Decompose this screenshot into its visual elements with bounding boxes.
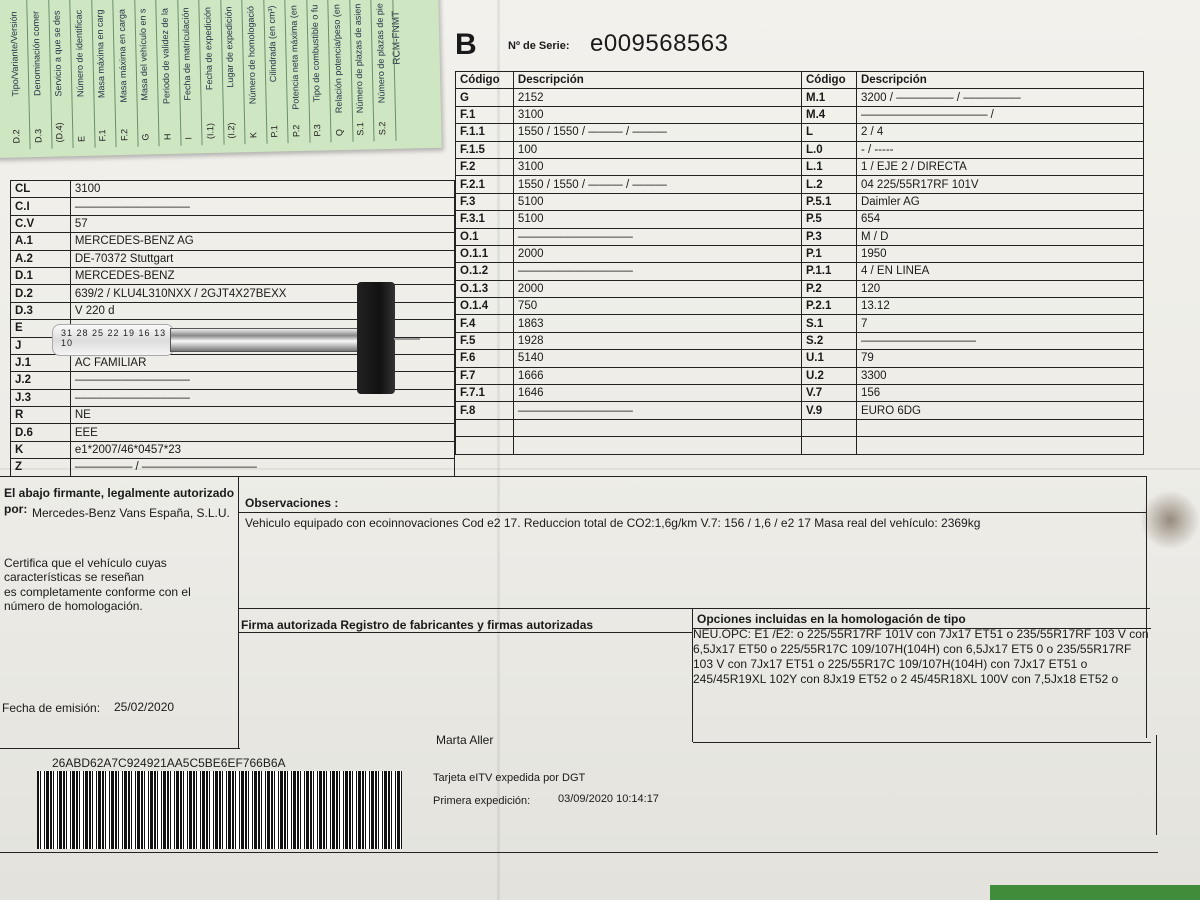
field-value: 2000 — [513, 245, 801, 262]
divider — [238, 632, 693, 633]
gauge-barrel — [52, 324, 174, 356]
field-value: ————— / —————————— — [70, 459, 454, 476]
section-letter: B — [455, 28, 477, 61]
green-card-label: Masa máxima en carg — [94, 9, 107, 99]
field-code — [456, 437, 514, 454]
green-card-label: Cilindrada (en cm³) — [266, 5, 279, 83]
table-row — [456, 124, 802, 141]
barcode — [37, 771, 402, 849]
certification-line: Certifica que el vehículo cuyas — [4, 556, 167, 570]
field-code: F.2.1 — [456, 176, 514, 193]
table-row — [456, 176, 802, 193]
table-row — [11, 233, 455, 250]
field-code: P.5.1 — [802, 193, 857, 210]
table-row — [11, 441, 455, 458]
field-value: 2152 — [513, 89, 801, 106]
table-row — [802, 332, 1144, 349]
field-value: 1550 / 1550 / ——— / ——— — [513, 176, 801, 193]
field-value: - / ----- — [856, 141, 1143, 158]
certification-line: características se reseñan — [4, 570, 145, 584]
por-label: por: — [4, 502, 28, 516]
field-value: 79 — [856, 350, 1143, 367]
field-value: MERCEDES-BENZ AG — [70, 233, 454, 250]
green-card-label: Número de plazas de pie — [373, 3, 387, 104]
table-row — [11, 198, 455, 215]
field-value: 1863 — [513, 315, 801, 332]
gauge-pin — [394, 338, 420, 340]
green-card-column — [370, 0, 396, 141]
green-card-label: Tipo de combustible o fu — [309, 4, 322, 103]
green-card-label: Número de homologació — [244, 5, 258, 105]
field-value: —————————— — [513, 228, 801, 245]
fecha-value: 25/02/2020 — [114, 700, 175, 714]
field-value: 654 — [856, 211, 1143, 228]
field-code: J.3 — [11, 389, 71, 406]
green-card-code: (I.2) — [226, 122, 237, 139]
table-row — [11, 250, 455, 267]
primera-value: 03/09/2020 10:14:17 — [558, 793, 659, 805]
field-code: CL — [11, 181, 71, 198]
green-card-label: Masa del vehículo en s — [137, 8, 150, 101]
table-row — [802, 89, 1144, 106]
field-code — [802, 419, 857, 436]
divider — [1156, 735, 1157, 835]
field-value: —————————— — [513, 402, 801, 419]
field-value: 57 — [70, 215, 454, 232]
field-code: D.2 — [11, 285, 71, 302]
field-code: V.9 — [802, 402, 857, 419]
table-row — [802, 211, 1144, 228]
field-code: J — [11, 337, 71, 354]
field-code: D.3 — [11, 302, 71, 319]
field-value — [856, 437, 1143, 454]
field-code: G — [456, 89, 514, 106]
field-value: 2000 — [513, 280, 801, 297]
opciones-line: 6,5Jx17 ET50 o 225/55R17C 109/107H(104H) con 6,5Jx17 ET5 0 o 235/55R17RF — [693, 642, 1132, 656]
field-value: 13.12 — [856, 298, 1143, 315]
field-value: 3100 — [513, 106, 801, 123]
table-row — [802, 263, 1144, 280]
table-row — [802, 280, 1144, 297]
field-code: F.2 — [456, 158, 514, 175]
field-value: 1646 — [513, 385, 801, 402]
field-value: AC FAMILIAR — [70, 354, 454, 371]
divider — [0, 748, 240, 749]
col-header-codigo: Código — [802, 72, 857, 89]
field-value: 7 — [856, 315, 1143, 332]
field-code: S.2 — [802, 332, 857, 349]
field-value: —————————— — [513, 263, 801, 280]
col-header-codigo: Código — [456, 72, 514, 89]
field-code: O.1.2 — [456, 263, 514, 280]
table-row — [802, 437, 1144, 454]
divider — [238, 512, 1146, 513]
table-row — [802, 419, 1144, 436]
signer-title: El abajo firmante, legalmente autorizado — [4, 486, 235, 500]
field-value: 100 — [513, 141, 801, 158]
table-row — [802, 228, 1144, 245]
field-code: F.7 — [456, 367, 514, 384]
field-value: —————————— — [70, 389, 454, 406]
field-code: O.1.4 — [456, 298, 514, 315]
field-code: F.3 — [456, 193, 514, 210]
green-card — [0, 0, 442, 158]
field-code: F.4 — [456, 315, 514, 332]
firma-title: Firma autorizada Registro de fabricantes y firmas autorizadas — [241, 618, 594, 632]
field-code: M.1 — [802, 89, 857, 106]
certification-line: número de homologación. — [4, 599, 143, 613]
field-value: 5100 — [513, 193, 801, 210]
table-row — [456, 141, 802, 158]
green-card-label: Lugar de expedición — [223, 6, 236, 88]
table-row — [456, 402, 802, 419]
serie-label: Nº de Serie: — [508, 40, 570, 52]
field-code: L.1 — [802, 158, 857, 175]
table-row — [11, 181, 455, 198]
field-value: 5140 — [513, 350, 801, 367]
table-row — [11, 407, 455, 424]
table-row — [456, 228, 802, 245]
table-row — [802, 298, 1144, 315]
field-value: 1928 — [513, 332, 801, 349]
observaciones-text: Vehiculo equipado con ecoinnovaciones Cod e2 17. Reduccion total de CO2:1,6g/km V.7: 156 / 1,6 / e2 17 Masa real del vehículo: 2369kg — [245, 516, 981, 530]
col-header-descripcion: Descripción — [513, 72, 801, 89]
green-card-label: Número de identificac — [72, 9, 85, 98]
table-row — [802, 385, 1144, 402]
table-row — [456, 211, 802, 228]
field-code: P.5 — [802, 211, 857, 228]
field-code: O.1.3 — [456, 280, 514, 297]
field-code: F.3.1 — [456, 211, 514, 228]
table-row — [456, 332, 802, 349]
green-card-label: Masa máxima en carga — [115, 8, 129, 103]
green-card-code: G — [140, 133, 151, 141]
field-value: 5100 — [513, 211, 801, 228]
field-code: F.1.5 — [456, 141, 514, 158]
table-row — [456, 298, 802, 315]
field-code: D.1 — [11, 267, 71, 284]
green-card-label: Denominación comer — [29, 10, 42, 97]
green-card-code: F.1 — [97, 129, 108, 142]
field-value: 3300 — [856, 367, 1143, 384]
green-card-code: S.1 — [355, 122, 366, 136]
field-value: MERCEDES-BENZ — [70, 267, 454, 284]
table-row — [456, 437, 802, 454]
green-card-label: Fecha de matriculación — [180, 7, 193, 101]
serie-value: e009568563 — [590, 30, 729, 57]
field-code: P.1.1 — [802, 263, 857, 280]
field-code: U.1 — [802, 350, 857, 367]
green-card-label: Periodo de validez de la — [158, 7, 172, 105]
field-value: e1*2007/46*0457*23 — [70, 441, 454, 458]
green-card-code: Q — [333, 128, 344, 137]
opciones-title: Opciones incluidas en la homologación de tipo — [697, 612, 966, 626]
green-card-code: P.2 — [290, 124, 301, 138]
field-value: —————————— — [856, 332, 1143, 349]
firma-name: Marta Aller — [436, 733, 494, 747]
green-card-code: P.1 — [269, 125, 280, 138]
field-code: R — [11, 407, 71, 424]
field-value: EURO 6DG — [856, 402, 1143, 419]
field-code: O.1.1 — [456, 245, 514, 262]
table-row — [802, 106, 1144, 123]
field-code: F.6 — [456, 350, 514, 367]
table-row — [11, 424, 455, 441]
field-value: M / D — [856, 228, 1143, 245]
field-value: DE-70372 Stuttgart — [70, 250, 454, 267]
green-card-code: I — [183, 136, 194, 140]
green-card-label: Número de plazas de asien — [352, 3, 365, 114]
field-value: 1950 — [856, 245, 1143, 262]
field-code: E — [11, 320, 71, 337]
field-value: 750 — [513, 298, 801, 315]
table-row — [456, 158, 802, 175]
field-code: P.1 — [802, 245, 857, 262]
field-value: —————————— — [70, 372, 454, 389]
tread-depth-gauge — [52, 282, 422, 394]
table-row — [456, 315, 802, 332]
field-code: J.2 — [11, 372, 71, 389]
table-row — [456, 245, 802, 262]
table-row — [802, 158, 1144, 175]
table-row — [802, 141, 1144, 158]
field-code: O.1 — [456, 228, 514, 245]
document-hash: 26ABD62A7C924921AA5C5BE6EF766B6A — [52, 756, 286, 770]
field-value: 3200 / ————— / ————— — [856, 89, 1143, 106]
table-row — [456, 193, 802, 210]
field-code — [456, 419, 514, 436]
primera-label: Primera expedición: — [433, 795, 531, 807]
divider — [238, 608, 1150, 609]
table-row — [456, 106, 802, 123]
table-row — [802, 367, 1144, 384]
field-value: 639/2 / KLU4L310NXX / 2GJT4X27BEXX — [70, 285, 454, 302]
field-code — [802, 437, 857, 454]
field-value — [513, 419, 801, 436]
field-code: F.8 — [456, 402, 514, 419]
field-code: F.5 — [456, 332, 514, 349]
right-data-table — [801, 71, 1144, 455]
field-value: 1 / EJE 2 / DIRECTA — [856, 158, 1143, 175]
tarjeta-text: Tarjeta eITV expedida por DGT — [433, 772, 586, 784]
table-row — [802, 315, 1144, 332]
opciones-line: 103 V con 7Jx17 ET51 o 225/55R17C 109/107H(104H) con 7Jx17 ET51 o — [693, 657, 1088, 671]
divider — [0, 852, 1158, 853]
table-row — [802, 193, 1144, 210]
field-code: A.1 — [11, 233, 71, 250]
table-row — [802, 350, 1144, 367]
green-card-label: Potencia neta máxima (en — [287, 5, 301, 110]
fecha-label: Fecha de emisión: — [2, 701, 101, 715]
table-row — [456, 89, 802, 106]
table-row — [11, 215, 455, 232]
table-row — [802, 402, 1144, 419]
observaciones-title: Observaciones : — [245, 496, 339, 510]
green-card-code: (D.4) — [54, 122, 65, 143]
divider — [238, 476, 239, 749]
table-row — [456, 350, 802, 367]
table-row — [456, 385, 802, 402]
field-code: J.1 — [11, 354, 71, 371]
table-row — [456, 263, 802, 280]
field-code: S.1 — [802, 315, 857, 332]
field-value: EEE — [70, 424, 454, 441]
field-code: F.1 — [456, 106, 514, 123]
field-code: L — [802, 124, 857, 141]
field-code: Z — [11, 459, 71, 476]
field-code: U.2 — [802, 367, 857, 384]
field-code: P.2.1 — [802, 298, 857, 315]
field-code: F.7.1 — [456, 385, 514, 402]
field-value: 156 — [856, 385, 1143, 402]
signer-name: Mercedes-Benz Vans España, S.L.U. — [32, 506, 230, 520]
field-value: 3100 — [513, 158, 801, 175]
table-row — [456, 419, 802, 436]
stain — [1140, 490, 1200, 550]
field-value — [513, 437, 801, 454]
field-value: 4 / EN LINEA — [856, 263, 1143, 280]
divider — [693, 742, 1151, 743]
background-grass — [990, 885, 1200, 900]
table-row — [456, 367, 802, 384]
table-row — [802, 245, 1144, 262]
field-code: C.I — [11, 198, 71, 215]
certification-line: es completamente conforme con el — [4, 585, 191, 599]
field-code: D.6 — [11, 424, 71, 441]
green-card-label: Fecha de expedición — [201, 6, 214, 91]
field-value — [856, 419, 1143, 436]
green-card-label: Tipo/Variante/Versión — [8, 11, 21, 97]
field-value: 1666 — [513, 367, 801, 384]
field-value: 3100 — [70, 181, 454, 198]
green-card-code: F.2 — [118, 128, 129, 142]
table-row — [802, 124, 1144, 141]
field-value: ——————————— / — [856, 106, 1143, 123]
field-code: P.2 — [802, 280, 857, 297]
col-header-descripcion: Descripción — [856, 72, 1143, 89]
field-code: L.0 — [802, 141, 857, 158]
green-card-code: P.3 — [312, 124, 323, 137]
field-value: Daimler AG — [856, 193, 1143, 210]
gauge-head — [357, 282, 395, 394]
gauge-scale: 31 28 25 22 19 16 13 10 — [61, 328, 167, 348]
field-code: A.2 — [11, 250, 71, 267]
field-value: 04 225/55R17RF 101V — [856, 176, 1143, 193]
field-value: 1550 / 1550 / ——— / ——— — [513, 124, 801, 141]
green-card-code: (I.1) — [204, 122, 215, 140]
green-card-code: H — [161, 133, 172, 141]
field-code: K — [11, 441, 71, 458]
green-card-code: D.2 — [11, 129, 22, 144]
field-code: M.4 — [802, 106, 857, 123]
field-code: P.3 — [802, 228, 857, 245]
field-code: C.V — [11, 215, 71, 232]
gauge-body — [170, 328, 372, 352]
field-value: —————————— — [70, 198, 454, 215]
green-card-code: K — [247, 131, 258, 139]
divider — [0, 476, 1146, 477]
table-row — [802, 176, 1144, 193]
field-code: L.2 — [802, 176, 857, 193]
rcm-logo: RCM-FNMT — [390, 10, 403, 65]
field-value: V 220 d — [70, 302, 454, 319]
table-row — [11, 459, 455, 476]
field-value: 2 / 4 — [856, 124, 1143, 141]
field-value: 120 — [856, 280, 1143, 297]
green-card-label: Servicio a que se des — [51, 10, 64, 97]
field-code: F.1.1 — [456, 124, 514, 141]
field-code: V.7 — [802, 385, 857, 402]
green-card-code: D.3 — [32, 128, 43, 144]
opciones-line: 245/45R19XL 102Y con 8Jx19 ET52 o 2 45/45R18XL 100V con 7,5Jx18 ET52 o — [693, 672, 1119, 686]
green-card-code: E — [75, 135, 86, 143]
green-card-label: Relación potencia/peso (en — [330, 4, 344, 114]
green-card-code: S.2 — [376, 121, 387, 136]
table-row — [456, 280, 802, 297]
opciones-line: NEU.OPC: E1 /E2: o 225/55R17RF 101V con 7Jx17 ET51 o 235/55R17RF 103 V con — [693, 627, 1149, 641]
middle-data-table — [455, 71, 802, 455]
field-value: NE — [70, 407, 454, 424]
